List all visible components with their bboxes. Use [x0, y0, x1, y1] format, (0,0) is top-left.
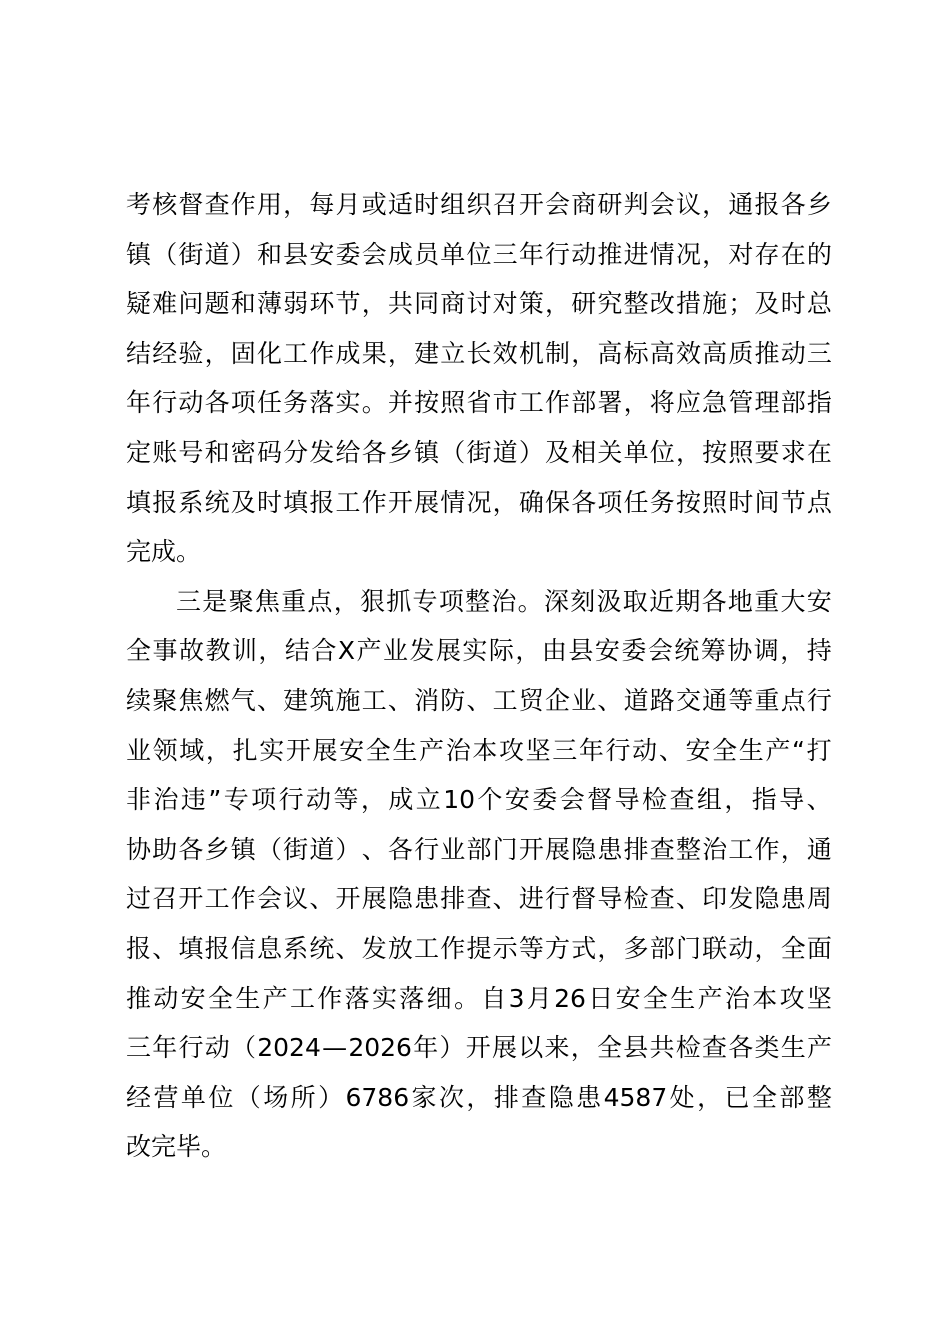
text-line: 推 动 安 全 生 产 工 作 落 实 落 细 。 自 3 月 26 日 安 全 生 产 治 本 攻 坚: [126, 983, 832, 1013]
text-line: 填 报 系 统 及 时 填 报 工 作 开 展 情 况 ， 确 保 各 项 任 务 按 照 时 间 节 点: [126, 487, 832, 517]
text-line: 改完毕。: [126, 1132, 227, 1162]
text-line: 协 助 各 乡 镇 （ 街 道 ） 、 各 行 业 部 门 开 展 隐 患 排 查 整 治 工 作 ， 通: [126, 834, 832, 864]
text-line: 疑 难 问 题 和 薄 弱 环 节 ， 共 同 商 讨 对 策 ， 研 究 整 改 措 施 ； 及 时 总: [126, 289, 832, 319]
text-line: 过 召 开 工 作 会 议 、 开 展 隐 患 排 查 、 进 行 督 导 检 查 、 印 发 隐 患 周: [126, 884, 832, 914]
text-line: 三 年 行 动 （ 2024 — 2026 年 ） 开 展 以 来 ， 全 县 共 检 查 各 类 生 产: [126, 1033, 832, 1063]
text-line: 年 行 动 各 项 任 务 落 实 。 并 按 照 省 市 工 作 部 署 ， 将 应 急 管 理 部 指: [126, 388, 832, 418]
text-line: 续 聚 焦 燃 气 、 建 筑 施 工 、 消 防 、 工 贸 企 业 、 道 路 交 通 等 重 点 行: [126, 685, 832, 715]
text-line: 定 账 号 和 密 码 分 发 给 各 乡 镇 （ 街 道 ） 及 相 关 单 位 ， 按 照 要 求 在: [126, 437, 832, 467]
text-line: 经 营 单 位 （ 场 所 ） 6786 家 次 ， 排 查 隐 患 4587 处 ， 已 全 部 整: [126, 1082, 832, 1112]
body-text: [126, 180, 832, 1172]
text-line: 镇 （ 街 道 ） 和 县 安 委 会 成 员 单 位 三 年 行 动 推 进 情 况 ， 对 存 在 的: [126, 239, 832, 269]
text-line: 结 经 验 ， 固 化 工 作 成 果 ， 建 立 长 效 机 制 ， 高 标 高 效 高 质 推 动 三: [126, 338, 832, 368]
text-line: 业 领 域 ， 扎 实 开 展 安 全 生 产 治 本 攻 坚 三 年 行 动 、 安 全 生 产 “ 打: [126, 735, 832, 765]
text-line: 考 核 督 查 作 用 ， 每 月 或 适 时 组 织 召 开 会 商 研 判 会 议 ， 通 报 各 乡: [126, 190, 832, 219]
text-line: 报 、 填 报 信 息 系 统 、 发 放 工 作 提 示 等 方 式 ， 多 部 门 联 动 ， 全 面: [126, 933, 832, 963]
text-line: 非 治 违 ” 专 项 行 动 等 ， 成 立 10 个 安 委 会 督 导 检 查 组 ， 指 导 、: [126, 785, 832, 815]
paragraph-first-line: 三 是 聚 焦 重 点 ， 狠 抓 专 项 整 治 。 深 刻 汲 取 近 期 各 地 重 大 安: [176, 586, 832, 616]
text-line: 完成。: [126, 537, 202, 567]
text-line: 全 事 故 教 训 ， 结 合 X 产 业 发 展 实 际 ， 由 县 安 委 会 统 筹 协 调 ， 持: [126, 636, 832, 666]
